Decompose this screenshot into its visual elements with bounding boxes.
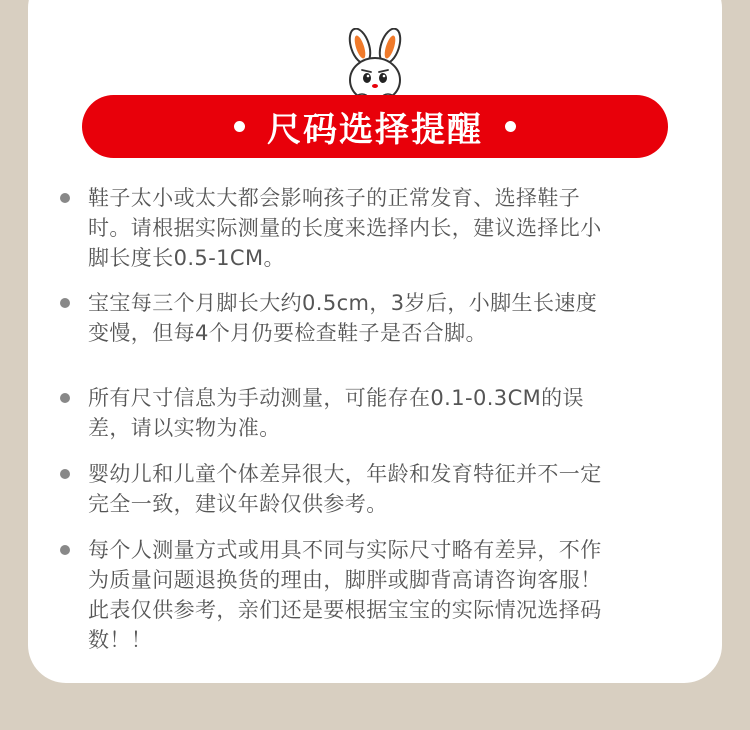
- note-text: 所有尺寸信息为手动测量，可能存在0.1-0.3CM的误 差，请以实物为准。: [88, 386, 584, 440]
- note-text: 婴幼儿和儿童个体差异很大，年龄和发育特征并不一定 完全一致，建议年龄仅供参考。: [88, 462, 602, 516]
- banner-title: 尺码选择提醒: [267, 110, 483, 150]
- note-text: 鞋子太小或太大都会影响孩子的正常发育、选择鞋子 时。请根据实际测量的长度来选择内长，建议选择比小 脚长度长0.5-1CM。: [88, 186, 602, 270]
- bullet-icon: [60, 193, 70, 203]
- bullet-icon: [60, 469, 70, 479]
- bullet-icon: [60, 545, 70, 555]
- note-text: 每个人测量方式或用具不同与实际尺寸略有差异，不作 为质量问题退换货的理由，脚胖或脚背高请咨询客服！ 此表仅供参考，亲们还是要根据宝宝的实际情况选择码 数！！: [88, 538, 602, 652]
- note-text: 宝宝每三个月脚长大约0.5cm，3岁后，小脚生长速度 变慢，但每4个月仍要检查鞋子是否合脚。: [88, 291, 598, 345]
- bullet-icon: [60, 393, 70, 403]
- bullet-icon: [60, 298, 70, 308]
